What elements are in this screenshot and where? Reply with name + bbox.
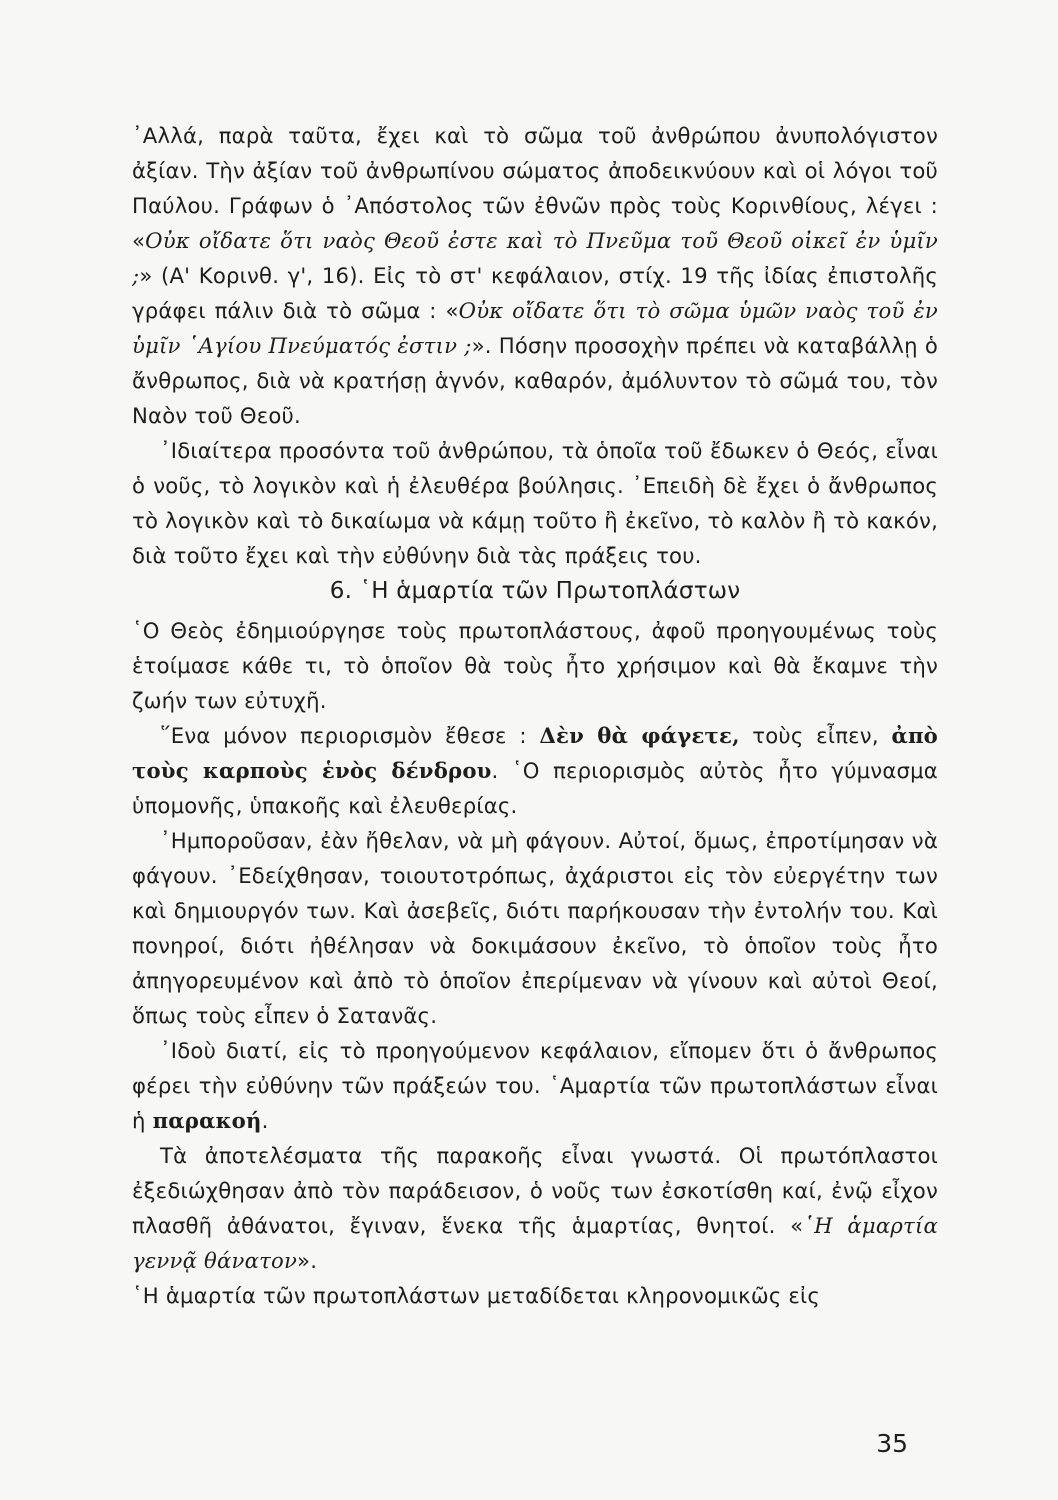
text: » (Α' Κορινθ. γ', 16). Εἰς τὸ στ' κεφάλαιον, στίχ. 19 τῆς ἰδίας ἐπιστολῆς γράφει πάλιν διὰ τὸ σῶμα : « (132, 263, 938, 323)
paragraph-6 (132, 1033, 938, 1138)
text: ᾿Ιδοὺ διατί, εἰς τὸ προηγούμενον κεφάλαιον, εἴπομεν ὅτι ὁ ἄνθρωπος φέρει τὴν εὐθύνην τῶν πράξεών του. ῾Αμαρτία τῶν πρωτοπλάστων εἶναι ἡ (132, 1038, 938, 1133)
page-number: 35 (876, 1429, 908, 1458)
quote-sin-begets-death: ῾Η ἁμαρτία γεννᾷ θάνατον (132, 1213, 938, 1273)
paragraph-3: ῾Ο Θεὸς ἐδημιούργησε τοὺς πρωτοπλάστους, ἀφοῦ προηγουμένως τοὺς ἑτοίμασε κάθε τι, τὸ ὁποῖον θὰ τοὺς ἦτο χρήσιμον καὶ θὰ ἔκαμνε τὴν ζωήν των εὐτυχῆ. (132, 618, 938, 713)
text: ᾿Αλλά, παρὰ ταῦτα, ἔχει καὶ τὸ σῶμα τοῦ ἀνθρώπου ἀνυπολόγιστον ἀξίαν. Τὴν ἀξίαν τοῦ ἀνθρωπίνου σώματος ἀποδεικνύουν καὶ οἱ λόγοι τοῦ Παύλου. Γράφων ὁ ᾿Απόστολος τῶν ἐθνῶν πρὸς τοὺς Κορινθίους, λέγει : « (132, 123, 938, 253)
text: τοὺς εἶπεν, (739, 723, 892, 748)
paragraph-5: ᾿Ημποροῦσαν, ἐὰν ἤθελαν, νὰ μὴ φάγουν. Αὐτοί, ὅμως, ἐπροτίμησαν νὰ φάγουν. ᾿Εδείχθησαν, τοιουτοτρόπως, ἀχάριστοι εἰς τὸν εὐεργέτην των καὶ δημιουργόν των. Καὶ ἀσεβεῖς, διότι παρήκουσαν τὴν ἐντολήν του. Καὶ πονηροί, διότι ἠθέλησαν νὰ δοκιμάσουν ἐκεῖνο, τὸ ὁποῖον τοὺς ἦτο ἀπηγορευμένον καὶ ἀπὸ τὸ ὁποῖον ἐπερίμεναν νὰ γίνουν καὶ αὐτοὶ Θεοί, ὅπως τοὺς εἶπεν ὁ Σατανᾶς. (132, 828, 938, 1028)
text: ». (297, 1248, 318, 1273)
paragraph-8: ῾Η ἁμαρτία τῶν πρωτοπλάστων μεταδίδεται κληρονομικῶς εἰς (132, 1283, 821, 1308)
text: . ῾Ο περιορισμὸς αὐτὸς ἦτο γύμνασμα ὑπομονῆς, ὑπακοῆς καὶ ἐλευθερίας. (132, 758, 938, 818)
quote-corinthians-1: Οὐκ οἴδατε ὅτι ναὸς Θεοῦ ἐστε καὶ τὸ Πνεῦμα τοῦ Θεοῦ οἰκεῖ ἐν ὑμῖν ; (132, 228, 938, 288)
commandment-bold-2: ἀπὸ τοὺς καρποὺς ἑνὸς δένδρου (132, 723, 938, 783)
paragraph-2: ᾿Ιδιαίτερα προσόντα τοῦ ἀνθρώπου, τὰ ὁποῖα τοῦ ἔδωκεν ὁ Θεός, εἶναι ὁ νοῦς, τὸ λογικὸν καὶ ἡ ἐλευθέρα βούλησις. ᾿Επειδὴ δὲ ἔχει ὁ ἄνθρωπος τὸ λογικὸν καὶ τὸ δικαίωμα νὰ κάμῃ τοῦτο ἢ ἐκεῖνο, τὸ καλὸν ἢ τὸ κακόν, διὰ τοῦτο ἔχει καὶ τὴν εὐθύνην διὰ τὰς πράξεις του. (132, 438, 938, 568)
paragraph-4 (132, 718, 938, 823)
paragraph-7 (132, 1138, 938, 1278)
disobedience-bold: παρακοή (152, 1108, 262, 1133)
quote-corinthians-2: Οὐκ οἴδατε ὅτι τὸ σῶμα ὑμῶν ναὸς τοῦ ἐν ὑμῖν ῾Αγίου Πνεύματός ἐστιν ; (132, 298, 938, 358)
text: ». Πόσην προσοχὴν πρέπει νὰ καταβάλλῃ ὁ ἄνθρωπος, διὰ νὰ κρατήσῃ ἁγνόν, καθαρόν, ἀμόλυντον τὸ σῶμά του, τὸν Ναὸν τοῦ Θεοῦ. (132, 333, 938, 428)
section-heading: 6. ῾Η ἁμαρτία τῶν Πρωτοπλάστων (329, 578, 741, 604)
text: ῞Ενα μόνον περιορισμὸν ἔθεσε : (160, 723, 540, 748)
commandment-bold: Δὲν θὰ φάγετε, (539, 723, 740, 748)
text: . (261, 1108, 269, 1133)
page-body (132, 118, 938, 1313)
paragraph-1 (132, 118, 938, 433)
text: Τὰ ἀποτελέσματα τῆς παρακοῆς εἶναι γνωστά. Οἱ πρωτόπλαστοι ἐξεδιώχθησαν ἀπὸ τὸν παράδεισον, ὁ νοῦς των ἐσκοτίσθη καί, ἐνῷ εἶχον πλασθῆ ἀθάνατοι, ἔγιναν, ἕνεκα τῆς ἁμαρτίας, θνητοί. « (132, 1143, 938, 1238)
